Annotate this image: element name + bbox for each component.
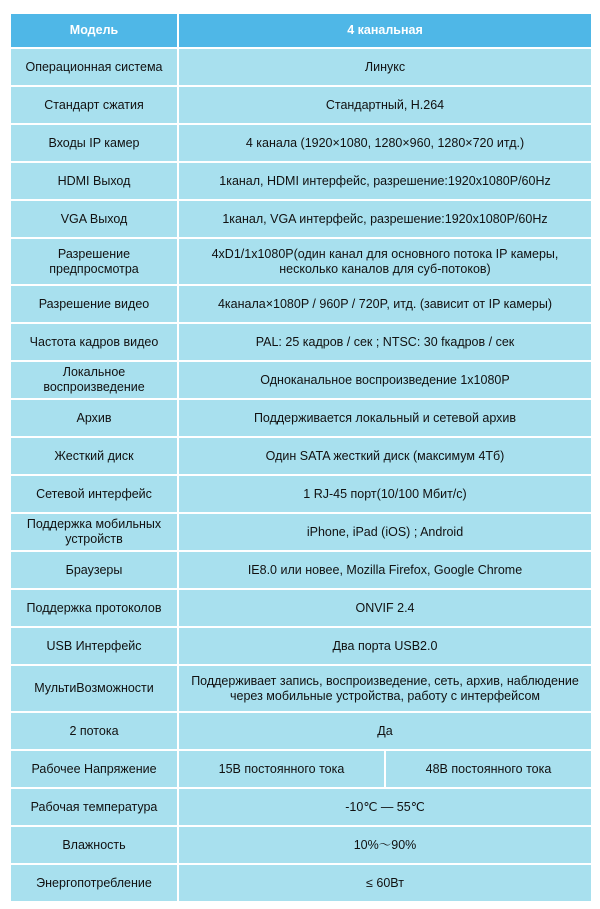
row-value: Да	[178, 712, 592, 750]
row-value: -10℃ — 55℃	[178, 788, 592, 826]
row-value-a: 15В постоянного тока	[178, 750, 385, 788]
row-value: ONVIF 2.4	[178, 589, 592, 627]
row-label: Стандарт сжатия	[10, 86, 178, 124]
table-row	[10, 475, 592, 513]
row-value: 10%～90%	[178, 826, 592, 864]
row-value: Один SATA жесткий диск (максимум 4Тб)	[178, 437, 592, 475]
row-value: Стандартный, H.264	[178, 86, 592, 124]
row-value: 4канала×1080P / 960P / 720P, итд. (зависит от IP камеры)	[178, 285, 592, 323]
table-row	[10, 200, 592, 238]
row-label: VGA Выход	[10, 200, 178, 238]
table-row	[10, 589, 592, 627]
table-row	[10, 627, 592, 665]
table-row	[10, 826, 592, 864]
row-label: Рабочая температура	[10, 788, 178, 826]
row-label: 2 потока	[10, 712, 178, 750]
row-value: Одноканальное воспроизведение 1x1080P	[178, 361, 592, 399]
row-label: Входы IP камер	[10, 124, 178, 162]
row-label: Сетевой интерфейс	[10, 475, 178, 513]
table-row	[10, 86, 592, 124]
row-value: 4xD1/1x1080P(один канал для основного потока IP камеры, несколько каналов для суб-потоков)	[178, 238, 592, 285]
table-row	[10, 285, 592, 323]
row-label: Разрешение видео	[10, 285, 178, 323]
table-row	[10, 712, 592, 750]
row-label: Браузеры	[10, 551, 178, 589]
row-label: Влажность	[10, 826, 178, 864]
table-row	[10, 437, 592, 475]
row-label: Локальное воспроизведение	[10, 361, 178, 399]
row-value: ≤ 60Вт	[178, 864, 592, 902]
table-row	[10, 399, 592, 437]
row-label: Поддержка протоколов	[10, 589, 178, 627]
row-value: Поддерживается локальный и сетевой архив	[178, 399, 592, 437]
row-label: Поддержка мобильных устройств	[10, 513, 178, 551]
table-row	[10, 162, 592, 200]
table-row	[10, 124, 592, 162]
row-value: 1 RJ-45 порт(10/100 Мбит/с)	[178, 475, 592, 513]
table-row	[10, 665, 592, 712]
row-label: HDMI Выход	[10, 162, 178, 200]
table-row	[10, 750, 592, 788]
header-value: 4 канальная	[178, 13, 592, 48]
row-label: Разрешение предпросмотра	[10, 238, 178, 285]
row-value: PAL: 25 кадров / сек ; NTSC: 30 fкадров / сек	[178, 323, 592, 361]
row-label: Операционная система	[10, 48, 178, 86]
table-row	[10, 551, 592, 589]
row-value: iPhone, iPad (iOS) ; Android	[178, 513, 592, 551]
table-row	[10, 238, 592, 285]
row-label: МультиВозможности	[10, 665, 178, 712]
row-value: 4 канала (1920×1080, 1280×960, 1280×720 итд.)	[178, 124, 592, 162]
table-row	[10, 48, 592, 86]
row-label: USB Интерфейс	[10, 627, 178, 665]
table-row	[10, 788, 592, 826]
header-param: Модель	[10, 13, 178, 48]
spec-table-container	[9, 12, 591, 903]
spec-table	[9, 12, 593, 903]
row-value: Поддерживает запись, воспроизведение, сеть, архив, наблюдение через мобильные устройства, работу с интерфейсом	[178, 665, 592, 712]
table-row	[10, 513, 592, 551]
row-value: 1канал, VGA интерфейс, разрешение:1920x1080P/60Hz	[178, 200, 592, 238]
row-label: Архив	[10, 399, 178, 437]
table-row	[10, 361, 592, 399]
row-label: Энергопотребление	[10, 864, 178, 902]
row-label: Рабочее Напряжение	[10, 750, 178, 788]
row-value-b: 48В постоянного тока	[385, 750, 592, 788]
row-label: Жесткий диск	[10, 437, 178, 475]
table-row	[10, 864, 592, 902]
row-value: Линукс	[178, 48, 592, 86]
row-value: 1канал, HDMI интерфейс, разрешение:1920x1080P/60Hz	[178, 162, 592, 200]
table-row	[10, 323, 592, 361]
table-header-row	[10, 13, 592, 48]
row-value: IE8.0 или новее, Mozilla Firefox, Google Chrome	[178, 551, 592, 589]
row-label: Частота кадров видео	[10, 323, 178, 361]
row-value: Два порта USB2.0	[178, 627, 592, 665]
